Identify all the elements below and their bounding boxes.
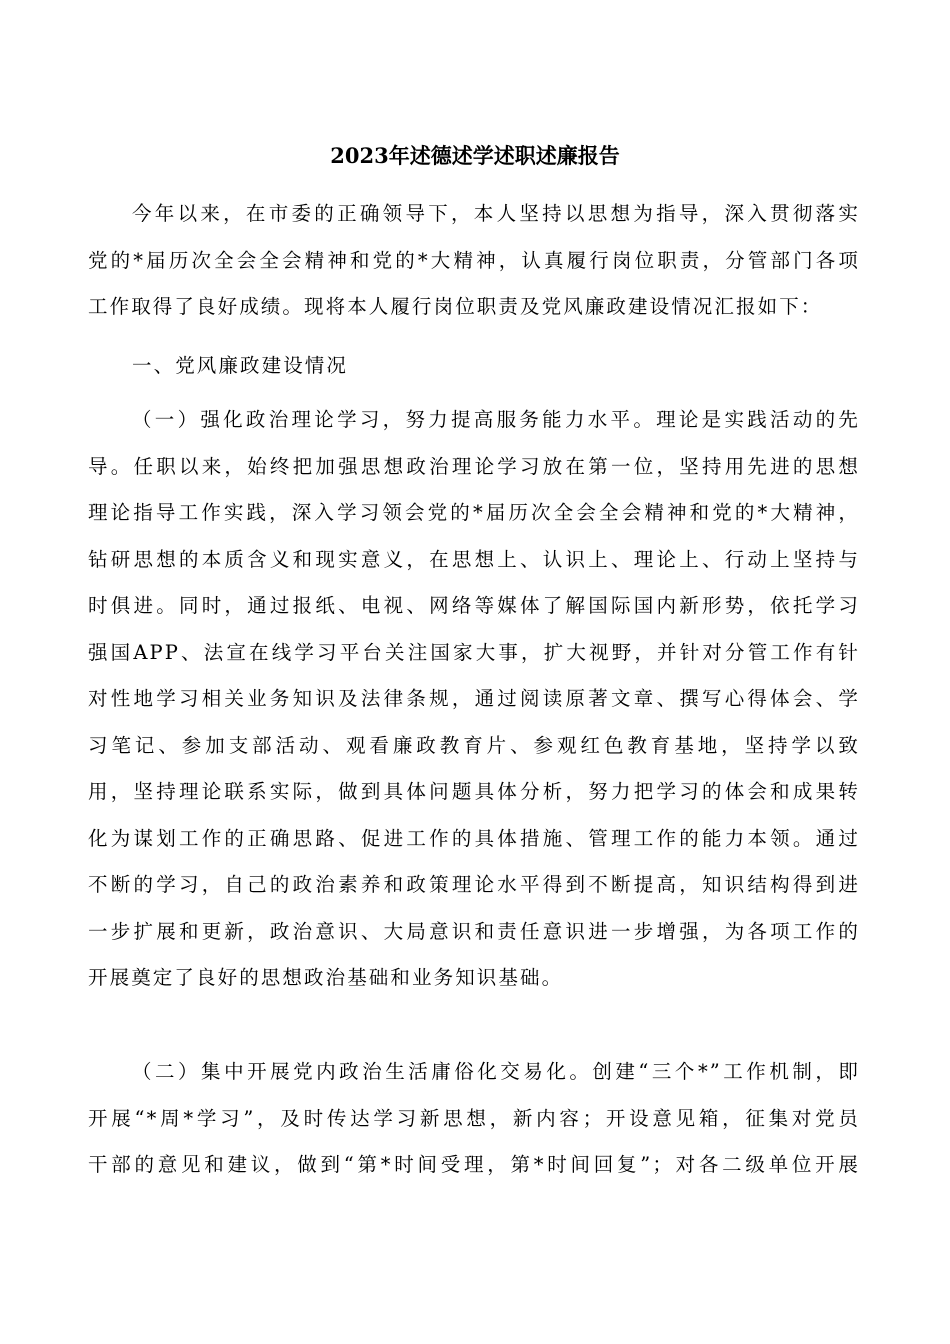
paragraph-line: （一）强化政治理论学习，努力提高服务能力水平。理论是实践活动的先 — [132, 408, 860, 431]
paragraph-line: 干部的意见和建议，做到“第*时间受理，第*时间回复”；对各二级单位开展 — [88, 1153, 860, 1176]
paragraph-line: 习笔记、参加支部活动、观看廉政教育片、参观红色教育基地，坚持学以致 — [88, 733, 860, 757]
paragraph-line: 工作取得了良好成绩。现将本人履行岗位职责及党风廉政建设情况汇报如下： — [88, 295, 823, 318]
paragraph-line: 时俱进。同时，通过报纸、电视、网络等媒体了解国际国内新形势，依托学习 — [88, 594, 860, 617]
paragraph-line: 化为谋划工作的正确思路、促进工作的具体措施、管理工作的能力本领。通过 — [88, 826, 860, 850]
section-heading-text: 一、党风廉政建设情况 — [132, 354, 349, 377]
paragraph-line: 党的*届历次全会全会精神和党的*大精神，认真履行岗位职责，分管部门各项 — [88, 248, 860, 272]
document-title: 2023年述德述学述职述廉报告 — [330, 143, 620, 168]
section-heading — [88, 348, 860, 385]
paragraph-line: 钻研思想的本质含义和现实意义，在思想上、认识上、理论上、行动上坚持与 — [88, 547, 860, 571]
paragraph-line: 开展“*周*学习”，及时传达学习新思想，新内容；开设意见箱，征集对党员 — [88, 1106, 860, 1130]
paragraph-line: （二）集中开展党内政治生活庸俗化交易化。创建“三个*”工作机制，即 — [132, 1060, 860, 1083]
paragraph-line: 对性地学习相关业务知识及法律条规，通过阅读原著文章、撰写心得体会、学 — [88, 687, 860, 710]
paragraph-line: 强国APP、法宣在线学习平台关注国家大事，扩大视野，并针对分管工作有针 — [88, 640, 860, 664]
paragraph-line: 不断的学习，自己的政治素养和政策理论水平得到不断提高，知识结构得到进 — [88, 873, 860, 896]
paragraph-line: 导。任职以来，始终把加强思想政治理论学习放在第一位，坚持用先进的思想 — [88, 454, 860, 478]
paragraph-line: 理论指导工作实践，深入学习领会党的*届历次全会全会精神和党的*大精神， — [88, 501, 860, 524]
paragraph-line: 一步扩展和更新，政治意识、大局意识和责任意识进一步增强，为各项工作的 — [88, 919, 860, 943]
paragraph-subsection-1 — [88, 402, 860, 997]
paragraph-line: 开展奠定了良好的思想政治基础和业务知识基础。 — [88, 966, 564, 989]
paragraph-line: 用，坚持理论联系实际，做到具体问题具体分析，努力把学习的体会和成果转 — [88, 780, 860, 803]
paragraph-intro — [88, 196, 860, 326]
paragraph-line: 今年以来，在市委的正确领导下，本人坚持以思想为指导，深入贯彻落实 — [132, 202, 860, 225]
paragraph-subsection-2 — [88, 1054, 860, 1184]
